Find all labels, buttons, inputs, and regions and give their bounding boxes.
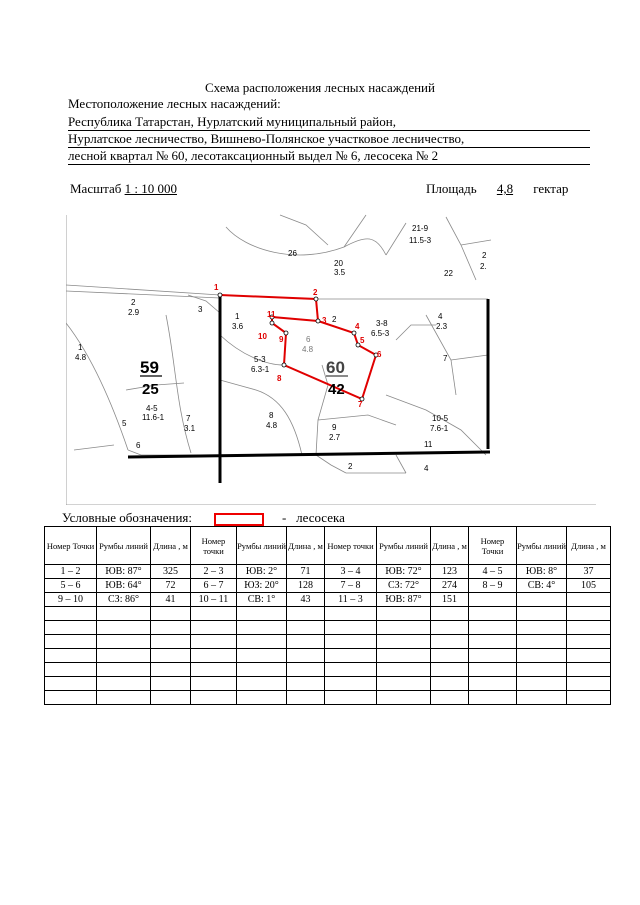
quarter-boundary-bottom xyxy=(128,452,488,457)
plot-label: 21-9 xyxy=(412,224,429,233)
table-cell xyxy=(287,635,325,649)
table-cell xyxy=(431,635,469,649)
rumb-table xyxy=(44,526,611,705)
table-cell xyxy=(191,649,237,663)
table-cell xyxy=(151,635,191,649)
table-cell xyxy=(287,621,325,635)
table-cell xyxy=(567,663,611,677)
table-cell xyxy=(97,691,151,705)
table-row xyxy=(45,649,611,663)
plot-label: 2 xyxy=(348,462,353,471)
table-cell xyxy=(567,593,611,607)
table-cell xyxy=(237,649,287,663)
plot-label: 6.3-1 xyxy=(251,365,270,374)
scale xyxy=(70,181,177,197)
legend xyxy=(62,510,345,526)
plot-label: 6.5-3 xyxy=(371,329,390,338)
plot-label: 11.6-1 xyxy=(142,413,165,422)
table-cell xyxy=(287,691,325,705)
table-cell xyxy=(377,691,431,705)
location-line-2: Нурлатское лесничество, Вишнево-Полянское участковое лесничество, xyxy=(68,131,590,148)
table-cell: 151 xyxy=(431,593,469,607)
point-label-3: 3 xyxy=(322,316,327,325)
location-line-1: Республика Татарстан, Нурлатский муниципальный район, xyxy=(68,114,590,131)
table-row xyxy=(45,565,611,579)
table-cell: СВ: 4° xyxy=(517,579,567,593)
table-header-cell: Номер точки xyxy=(191,527,237,565)
table-cell xyxy=(469,691,517,705)
table-cell xyxy=(567,635,611,649)
table-cell xyxy=(151,649,191,663)
table-cell xyxy=(97,635,151,649)
location-label: Местоположение лесных насаждений: xyxy=(68,96,281,111)
table-cell xyxy=(377,621,431,635)
table-cell xyxy=(237,677,287,691)
table-cell xyxy=(287,607,325,621)
plot-label: 8 xyxy=(269,411,274,420)
table-cell xyxy=(517,691,567,705)
table-row xyxy=(45,663,611,677)
table-cell xyxy=(151,663,191,677)
plot-label: 1 xyxy=(78,343,83,352)
table-cell xyxy=(469,649,517,663)
table-cell: ЮВ: 72° xyxy=(377,565,431,579)
table-cell xyxy=(45,663,97,677)
plot-label: 2.3 xyxy=(436,322,448,331)
table-cell xyxy=(469,593,517,607)
table-cell xyxy=(45,677,97,691)
plot-label: 7 xyxy=(186,414,191,423)
table-header-cell: Длина , м xyxy=(151,527,191,565)
table-cell: ЮВ: 2° xyxy=(237,565,287,579)
table-cell: ЮВ: 87° xyxy=(97,565,151,579)
table-cell xyxy=(567,621,611,635)
table-cell xyxy=(377,607,431,621)
table-cell xyxy=(517,635,567,649)
table-header-cell: Румбы линий xyxy=(97,527,151,565)
point-label-5: 5 xyxy=(360,336,365,345)
table-cell: 3 – 4 xyxy=(325,565,377,579)
plot-label: 26 xyxy=(288,249,297,258)
table-cell xyxy=(325,691,377,705)
plot-label: 6 xyxy=(136,441,141,450)
table-cell xyxy=(237,663,287,677)
table-cell xyxy=(325,663,377,677)
table-cell xyxy=(237,691,287,705)
plot-label: 3.5 xyxy=(334,268,346,277)
table-cell xyxy=(567,649,611,663)
point-label-7: 7 xyxy=(358,400,363,409)
plot-label: 11 xyxy=(424,440,433,449)
plot-label: 4 xyxy=(438,312,443,321)
table-cell: ЮВ: 8° xyxy=(517,565,567,579)
table-cell xyxy=(45,649,97,663)
table-cell xyxy=(517,663,567,677)
plot-label: 4.8 xyxy=(266,421,278,430)
table-cell xyxy=(151,621,191,635)
table-cell xyxy=(191,691,237,705)
table-header-cell: Длина , м xyxy=(431,527,469,565)
table-cell xyxy=(191,635,237,649)
table-row xyxy=(45,579,611,593)
plot-label: 1 xyxy=(235,312,240,321)
plot-label: 3 xyxy=(198,305,203,314)
legend-label: Условные обозначения: xyxy=(62,510,193,525)
table-cell xyxy=(191,621,237,635)
table-cell: СЗ: 86° xyxy=(97,593,151,607)
table-cell xyxy=(191,677,237,691)
table-row xyxy=(45,677,611,691)
point-label-2: 2 xyxy=(313,288,318,297)
scale-label: Масштаб xyxy=(70,181,125,196)
table-cell xyxy=(431,691,469,705)
table-header-cell: Румбы линий xyxy=(517,527,567,565)
table-cell: 43 xyxy=(287,593,325,607)
plot-label: 2 xyxy=(131,298,136,307)
table-cell xyxy=(287,677,325,691)
plot-label: 5 xyxy=(122,419,127,428)
table-cell: ЮЗ: 20° xyxy=(237,579,287,593)
table-cell xyxy=(151,691,191,705)
table-header-row xyxy=(45,527,611,565)
table-header-cell: Номер Точки xyxy=(45,527,97,565)
vertex-markers xyxy=(218,293,378,401)
table-cell: 1 – 2 xyxy=(45,565,97,579)
legend-dash: - xyxy=(282,510,287,525)
table-cell xyxy=(377,677,431,691)
plot-label: 2 xyxy=(332,315,337,324)
table-header-cell: Румбы линий xyxy=(377,527,431,565)
plot-label: 2 xyxy=(482,251,487,260)
table-cell: 41 xyxy=(151,593,191,607)
table-header-cell: Номер точки xyxy=(325,527,377,565)
table-cell xyxy=(325,607,377,621)
point-label-8: 8 xyxy=(277,374,282,383)
table-cell: 6 – 7 xyxy=(191,579,237,593)
plot-label: 3.1 xyxy=(184,424,196,433)
table-cell: 10 – 11 xyxy=(191,593,237,607)
table-cell xyxy=(97,649,151,663)
plot-label: 4 xyxy=(424,464,429,473)
plot-label: 7.6-1 xyxy=(430,424,449,433)
table-header-cell: Румбы линий xyxy=(237,527,287,565)
table-cell: 325 xyxy=(151,565,191,579)
table-cell xyxy=(325,649,377,663)
table-cell xyxy=(287,649,325,663)
plot-label: 3-8 xyxy=(376,319,388,328)
table-cell xyxy=(237,635,287,649)
table-cell: 7 – 8 xyxy=(325,579,377,593)
point-label-11: 11 xyxy=(267,310,276,319)
scale-value: 1 : 10 000 xyxy=(124,181,177,196)
table-cell: СЗ: 72° xyxy=(377,579,431,593)
plot-label: 9 xyxy=(332,423,337,432)
plot-label: 4.8 xyxy=(75,353,87,362)
point-label-1: 1 xyxy=(214,283,219,292)
table-cell xyxy=(97,663,151,677)
point-label-10: 10 xyxy=(258,332,267,341)
table-cell xyxy=(237,607,287,621)
plot-label: 3.6 xyxy=(232,322,244,331)
plot-label: 2.9 xyxy=(128,308,140,317)
table-cell xyxy=(469,635,517,649)
plot-label: 4.8 xyxy=(302,345,314,354)
table-cell xyxy=(45,607,97,621)
table-cell: 72 xyxy=(151,579,191,593)
table-cell: 4 – 5 xyxy=(469,565,517,579)
table-cell: 274 xyxy=(431,579,469,593)
plot-label: 22 xyxy=(444,269,453,278)
plot-label: 2.7 xyxy=(329,433,341,442)
table-cell xyxy=(517,607,567,621)
table-cell: 128 xyxy=(287,579,325,593)
table-cell: ЮВ: 87° xyxy=(377,593,431,607)
table-cell: 105 xyxy=(567,579,611,593)
table-cell xyxy=(517,593,567,607)
table-cell xyxy=(325,621,377,635)
table-cell xyxy=(517,677,567,691)
table-cell: СВ: 1° xyxy=(237,593,287,607)
quarter-number-60: 60 xyxy=(326,358,345,377)
plot-label: 6 xyxy=(306,335,311,344)
table-cell: 37 xyxy=(567,565,611,579)
table-cell xyxy=(287,663,325,677)
point-label-9: 9 xyxy=(279,335,284,344)
table-row xyxy=(45,593,611,607)
quarter-area-59: 25 xyxy=(142,381,159,398)
table-row xyxy=(45,691,611,705)
plot-label: 5-3 xyxy=(254,355,266,364)
table-cell: 123 xyxy=(431,565,469,579)
point-label-4: 4 xyxy=(355,322,360,331)
table-cell: 11 – 3 xyxy=(325,593,377,607)
table-cell xyxy=(45,621,97,635)
document-title: Схема расположения лесных насаждений xyxy=(205,80,435,95)
table-cell xyxy=(431,677,469,691)
legend-swatch-icon xyxy=(214,513,264,526)
table-cell xyxy=(191,663,237,677)
table-cell: 2 – 3 xyxy=(191,565,237,579)
plot-label: 7 xyxy=(443,354,448,363)
table-cell xyxy=(469,663,517,677)
table-row xyxy=(45,621,611,635)
table-cell xyxy=(469,677,517,691)
area xyxy=(426,181,568,197)
table-cell xyxy=(377,649,431,663)
table-header-cell: Длина , м xyxy=(287,527,325,565)
table-row xyxy=(45,607,611,621)
table-cell xyxy=(97,607,151,621)
table-cell xyxy=(151,677,191,691)
table-cell xyxy=(97,677,151,691)
quarter-number-59: 59 xyxy=(140,358,159,377)
table-cell xyxy=(151,607,191,621)
plot-label: 4-5 xyxy=(146,404,158,413)
table-cell xyxy=(237,621,287,635)
plot-label: 20 xyxy=(334,259,343,268)
table-cell xyxy=(45,635,97,649)
table-cell: 71 xyxy=(287,565,325,579)
table-cell xyxy=(377,635,431,649)
table-cell xyxy=(97,621,151,635)
table-cell xyxy=(431,621,469,635)
table-cell: 8 – 9 xyxy=(469,579,517,593)
table-cell xyxy=(431,649,469,663)
area-label: Площадь xyxy=(426,181,480,196)
table-cell xyxy=(567,607,611,621)
table-header-cell: Длина , м xyxy=(567,527,611,565)
table-cell xyxy=(567,691,611,705)
table-cell xyxy=(567,677,611,691)
table-cell xyxy=(469,607,517,621)
table-cell xyxy=(469,621,517,635)
table-cell xyxy=(325,677,377,691)
table-cell: 5 – 6 xyxy=(45,579,97,593)
area-value: 4,8 xyxy=(496,181,514,196)
table-cell xyxy=(325,635,377,649)
plot-label: 2. xyxy=(480,262,487,271)
table-cell xyxy=(517,621,567,635)
plot-label: 10-5 xyxy=(432,414,449,423)
table-cell xyxy=(191,607,237,621)
quarter-area-60: 42 xyxy=(328,381,345,398)
table-cell: 9 – 10 xyxy=(45,593,97,607)
location-line-3: лесной квартал № 60, лесотаксационный выдел № 6, лесосека № 2 xyxy=(68,148,590,165)
table-row xyxy=(45,635,611,649)
legend-text: лесосека xyxy=(296,510,345,525)
forest-map xyxy=(66,205,596,505)
area-unit: гектар xyxy=(533,181,569,196)
plot-labels xyxy=(75,224,487,473)
table-cell xyxy=(431,663,469,677)
point-label-6: 6 xyxy=(377,350,382,359)
table-cell xyxy=(377,663,431,677)
table-header-cell: Номер Точки xyxy=(469,527,517,565)
table-cell xyxy=(45,691,97,705)
table-cell xyxy=(431,607,469,621)
table-cell xyxy=(517,649,567,663)
cutting-area-boundary xyxy=(220,295,376,399)
table-cell: ЮВ: 64° xyxy=(97,579,151,593)
plot-label: 11.5-3 xyxy=(409,236,432,245)
contour-lines xyxy=(66,215,491,473)
